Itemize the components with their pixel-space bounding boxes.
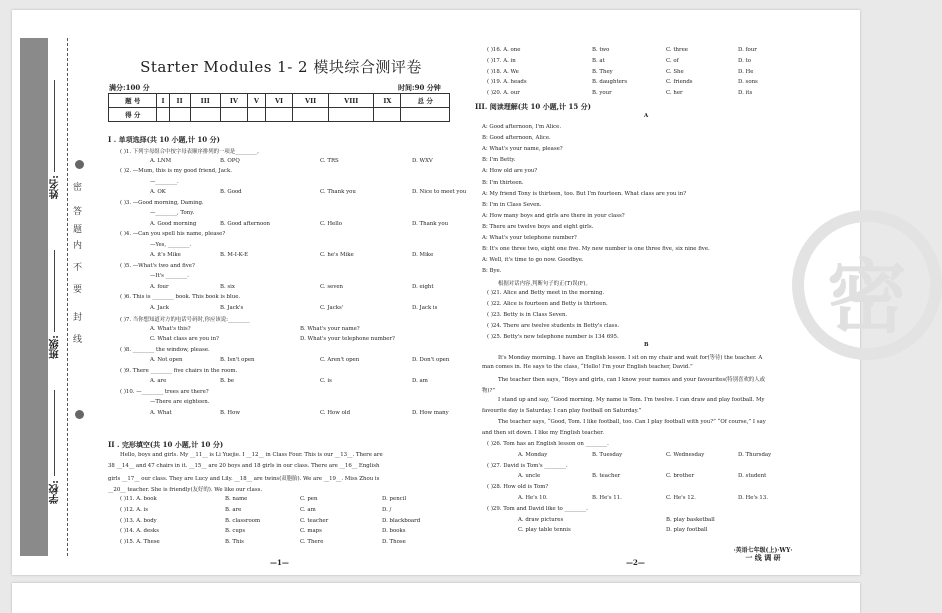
option: D. WXV [412, 157, 433, 164]
cloze-option: ( )13. A. body [120, 517, 157, 524]
option: D. eight [412, 283, 434, 290]
question-stem: ( )7. 当你想知道对方的电话号码时,你应该说:________ [120, 317, 250, 323]
cloze-line: Hello, boys and girls. My __11__ is Li Yuejie. I __12__ in Class Four. This is our __13__. There are [120, 452, 383, 458]
dialogue-line: A: How many boys and girls are there in your class? [482, 212, 625, 219]
score-input-cell[interactable] [169, 108, 190, 122]
passage-b-line: The teacher says, “Good, Tom. I like football, too. Can I play football with you?” “Of course,” I say [498, 418, 766, 425]
field-class: 班级: [50, 335, 61, 359]
seal-char: 线 [73, 335, 83, 345]
option: B. M-I-K-E [220, 252, 249, 258]
exam-sheet [12, 10, 907, 575]
cloze-option: D. its [738, 90, 753, 97]
question-stem: ( )29. Tom and David like to ________. [487, 505, 588, 512]
question-stem-line2: —It's ________. [150, 273, 189, 279]
page-number-2: —2— [626, 558, 645, 567]
cloze-option: C. maps [300, 528, 322, 535]
score-table [108, 93, 450, 122]
seal-dashed-line [67, 38, 68, 556]
dialogue-line: A: Good afternoon, I'm Alice. [482, 124, 562, 130]
binding-strip [20, 38, 48, 556]
question-stem: ( )27. David is Tom's ________. [487, 462, 568, 469]
question-stem: ( )2. —Mum, this is my good friend, Jack. [120, 168, 232, 174]
option: C. is [320, 378, 332, 384]
option: A. LNM [150, 157, 172, 164]
passage-b-line: man comes in. He says to the class, “Hello! I'm your English teacher, David.” [482, 363, 693, 370]
option: A. uncle [518, 473, 541, 480]
tf-question: ( )21. Alice and Betty meet in the morning. [487, 290, 605, 297]
page-number-1: —1— [270, 558, 289, 567]
dialogue-line: B: I'm in Class Seven. [482, 201, 542, 208]
score-label-cell: 得 分 [109, 108, 157, 122]
score-header-cell: IV [220, 94, 247, 108]
exam-title: Starter Modules 1- 2 模块综合测评卷 [140, 58, 422, 76]
option: B. teacher [592, 473, 621, 480]
question-stem: ( )5. —What's two and five? [120, 262, 195, 269]
seal-char: 内 [73, 241, 83, 251]
cloze-option: ( )19. A. heads [487, 79, 527, 86]
option: D. play football [666, 527, 708, 534]
option: A. Not open [150, 357, 183, 363]
cloze-option: C. She [666, 68, 684, 75]
score-header-cell: 题 号 [109, 94, 157, 108]
stamp-watermark: 密 [792, 210, 942, 360]
option: A. are [150, 378, 167, 384]
score-input-cell[interactable] [401, 108, 450, 122]
option: D. Don't open [412, 357, 450, 363]
cloze-option: D. books [382, 528, 406, 535]
option: C. brother [666, 473, 695, 480]
cloze-option: ( )16. A. one [487, 47, 521, 53]
score-header-cell: II [169, 94, 190, 108]
question-stem: ( )3. —Good morning, Daming. [120, 199, 204, 206]
cloze-option: B. at [592, 57, 605, 64]
dialogue-line: A: My friend Tony is thirteen, too. But I'm fourteen. What class are you in? [482, 190, 687, 197]
option: C. What class are you in? [150, 336, 219, 342]
option: C. seven [320, 283, 344, 290]
exam-time: 时间:90 分钟 [398, 83, 441, 92]
cloze-option: ( )20. A. our [487, 90, 520, 97]
footer-brand: 一 线 调 研 [745, 553, 781, 562]
passage-a-title: A [644, 113, 649, 119]
option: A. it's Mike [150, 252, 181, 258]
cloze-option: ( )17. A. in [487, 57, 516, 64]
score-input-cell[interactable] [247, 108, 265, 122]
option: C. He's 12. [666, 494, 696, 501]
field-class-line [54, 250, 55, 332]
option: C. TRS [320, 157, 339, 164]
question-stem: ( )26. Tom has an English lesson on ________. [487, 440, 609, 447]
score-header-cell: III [190, 94, 220, 108]
cloze-option: ( )15. A. These [120, 539, 160, 546]
cloze-line: girls __17__ our class. They are Lucy and Lily. __18__ are twins(双胞胎). We are __19__. Miss Zhou is [108, 476, 380, 482]
cloze-option: C. There [300, 539, 324, 546]
cloze-option: B. are [225, 506, 242, 513]
score-input-cell[interactable] [190, 108, 220, 122]
score-input-cell[interactable] [157, 108, 169, 122]
cloze-line: __20__ teacher. She is friendly(友好的). We like our class. [108, 487, 263, 493]
option: A. Jack [150, 304, 169, 311]
cloze-option: C. her [666, 90, 683, 97]
cloze-option: D. to [738, 57, 751, 64]
option: B. Tuesday [592, 451, 623, 458]
score-header-cell: 总 分 [401, 94, 450, 108]
cloze-option: B. cups [225, 528, 246, 535]
option: D. Thank you [412, 220, 449, 227]
score-input-cell[interactable] [220, 108, 247, 122]
cloze-option: D. Those [382, 539, 406, 546]
cloze-option: B. They [592, 68, 613, 75]
seal-char: 答 [73, 207, 83, 217]
cloze-option: D. / [382, 506, 392, 513]
question-stem: ( )8. ________ the window, please. [120, 346, 210, 353]
option: A. Good morning [150, 220, 197, 227]
option: A. He's 10. [518, 494, 548, 501]
cloze-option: ( )18. A. We [487, 68, 519, 75]
dialogue-line: B: I'm Betty. [482, 157, 516, 164]
option: C. Jacks' [320, 304, 344, 311]
full-score: 满分:100 分 [109, 83, 150, 92]
dialogue-line: A: What's your name, please? [482, 146, 563, 153]
dialogue-line: B: I'm thirteen. [482, 179, 524, 186]
seal-dot [75, 410, 84, 419]
dialogue-line: A: Well, it's time to go now. Goodbye. [482, 257, 584, 264]
score-input-cell[interactable] [265, 108, 292, 122]
question-stem: ( )28. How old is Tom? [487, 484, 549, 491]
tf-question: ( )23. Betty is in Class Seven. [487, 312, 568, 319]
option: B. He's 11. [592, 494, 622, 501]
cloze-option: C. of [666, 57, 679, 64]
cloze-option: D. He [738, 68, 754, 75]
option: B. Jack's [220, 304, 244, 311]
option: A. Monday [518, 451, 548, 458]
score-header-cell: I [157, 94, 169, 108]
dialogue-line: B: Good afternoon, Alice. [482, 135, 551, 142]
question-stem-line2: —There are eighteen. [150, 399, 210, 405]
score-header-cell: IX [374, 94, 401, 108]
passage-b-line: and then sit down. I like my English teacher. [482, 429, 604, 436]
field-name-line [54, 80, 55, 172]
cloze-option: B. your [592, 90, 612, 97]
dialogue-line: A: How old are you? [482, 168, 538, 175]
option: B. Good afternoon [220, 220, 270, 227]
tf-question: ( )25. Betty's new telephone number is 134 695. [487, 334, 619, 340]
seal-char: 题 [73, 225, 83, 235]
option: C. Wednesday [666, 451, 705, 458]
score-header-cell: VI [265, 94, 292, 108]
cloze-option: C. teacher [300, 517, 329, 524]
option: A. What [150, 409, 172, 416]
score-header-cell: VII [293, 94, 329, 108]
tf-instruction: 根据对话内容,判断句子的正(T)误(F)。 [498, 281, 591, 288]
score-header-cell: V [247, 94, 265, 108]
option: C. he's Mike [320, 252, 354, 258]
option: D. student [738, 473, 767, 480]
cloze-option: B. name [225, 496, 248, 502]
option: D. How many [412, 409, 449, 416]
footer-series: ·英语七年级(上)·WY· [733, 547, 793, 554]
cloze-option: C. three [666, 47, 688, 53]
cloze-option: B. This [225, 539, 244, 546]
cloze-option: ( )11. A. book [120, 496, 157, 502]
cloze-option: ( )12. A. is [120, 506, 149, 513]
option: B. Good [220, 189, 242, 195]
option: A. What's this? [150, 325, 191, 332]
option: D. Jack is [412, 304, 438, 311]
seal-char: 要 [73, 285, 83, 295]
question-stem-line2: —Yes, ________. [150, 241, 192, 248]
option: B. play basketball [666, 516, 715, 523]
cloze-option: D. pencil [382, 496, 407, 502]
option: B. six [220, 283, 235, 290]
option: B. Isn't open [220, 357, 255, 363]
cloze-option: C. am [300, 506, 316, 513]
cloze-option: D. four [738, 47, 757, 53]
tf-question: ( )22. Alice is fourteen and Betty is thirteen. [487, 301, 608, 308]
dialogue-line: B: Bye. [482, 268, 502, 275]
question-stem-line2: —________. [150, 178, 179, 185]
option: C. How old [320, 409, 351, 416]
next-sheet-edge [12, 583, 860, 613]
dialogue-line: B: There are twelve boys and eight girls. [482, 223, 594, 230]
cloze-option: ( )14. A. desks [120, 528, 159, 535]
passage-b-line: 物)?” [482, 387, 496, 394]
option: A. draw pictures [518, 516, 564, 523]
field-name: 姓名: [50, 175, 61, 199]
seal-char: 封 [73, 313, 83, 323]
cloze-option: D. sons [738, 79, 758, 86]
tf-question: ( )24. There are twelve students in Betty's class. [487, 323, 620, 330]
score-input-cell[interactable] [293, 108, 329, 122]
option: A. OK [150, 189, 166, 195]
option: A. four [150, 283, 169, 290]
question-stem: ( )9. There ________ five chairs in the room. [120, 367, 238, 374]
dialogue-line: B: It's one three two, eight one five. My new number is one three five, six nine five. [482, 246, 710, 253]
option: D. Thursday [738, 451, 772, 458]
question-stem: ( )10. —________ trees are there? [120, 388, 209, 395]
score-header-cell: VIII [329, 94, 374, 108]
score-input-cell[interactable] [374, 108, 401, 122]
question-stem: ( )6. This is ________ book. This book is blue. [120, 294, 241, 300]
cloze-option: B. daughters [592, 79, 628, 86]
option: B. OPQ [220, 157, 240, 164]
option: C. Thank you [320, 189, 356, 195]
field-school-line [54, 390, 55, 476]
cloze-option: C. friends [666, 79, 693, 86]
option: B. What's your name? [300, 325, 360, 332]
question-stem: ( )4. —Can you spell his name, please? [120, 231, 226, 237]
option: C. Aren't open [320, 357, 360, 363]
option: D. Mike [412, 252, 434, 258]
question-stem-line2: —________, Tony. [150, 210, 195, 216]
seal-dot [75, 160, 84, 169]
question-stem: ( )1. 下列字母组合中按字母表顺序排列的一项是________。 [120, 149, 263, 155]
cloze-option: C. pen [300, 496, 318, 502]
passage-b-line: I stand up and say, “Good morning. My name is Tom. I'm twelve. I can draw and play football. My [498, 396, 765, 403]
passage-b-line: The teacher then says, “Boys and girls, can I know your names and your favourites(特别喜欢的人或 [498, 376, 765, 383]
cloze-option: B. two [592, 47, 610, 53]
section-3-heading: III. 阅读理解(共 10 小题,计 15 分) [475, 102, 591, 111]
option: D. Nice to meet you [412, 189, 467, 195]
option: D. He's 13. [738, 494, 768, 501]
seal-char: 不 [73, 263, 83, 273]
option: D. What's your telephone number? [300, 336, 395, 342]
cloze-option: D. blackboard [382, 517, 421, 524]
option: C. play table tennis [518, 527, 571, 534]
dialogue-line: A: What's your telephone number? [482, 235, 577, 241]
score-input-cell[interactable] [329, 108, 374, 122]
cloze-option: B. classroom [225, 517, 261, 524]
passage-b-line: It's Monday morning. I have an English lesson. I sit on my chair and wait for(等待) the teacher. A [498, 354, 763, 361]
field-school: 学校: [50, 480, 61, 504]
seal-char: 密 [73, 183, 83, 193]
option: C. Hello [320, 220, 342, 227]
option: B. be [220, 378, 235, 384]
section-1-heading: I . 单项选择(共 10 小题,计 10 分) [108, 135, 220, 144]
cloze-line: 38 __14__ and 47 chairs in it. __15__ are 20 boys and 18 girls in our class. There are __16__ English [108, 463, 380, 469]
passage-b-title: B [644, 341, 649, 348]
option: D. am [412, 378, 428, 384]
passage-b-line: favourite day is Saturday. I can play football on Saturday.” [482, 407, 642, 414]
section-2-heading: II . 完形填空(共 10 小题,计 10 分) [108, 440, 224, 449]
option: B. How [220, 409, 240, 416]
